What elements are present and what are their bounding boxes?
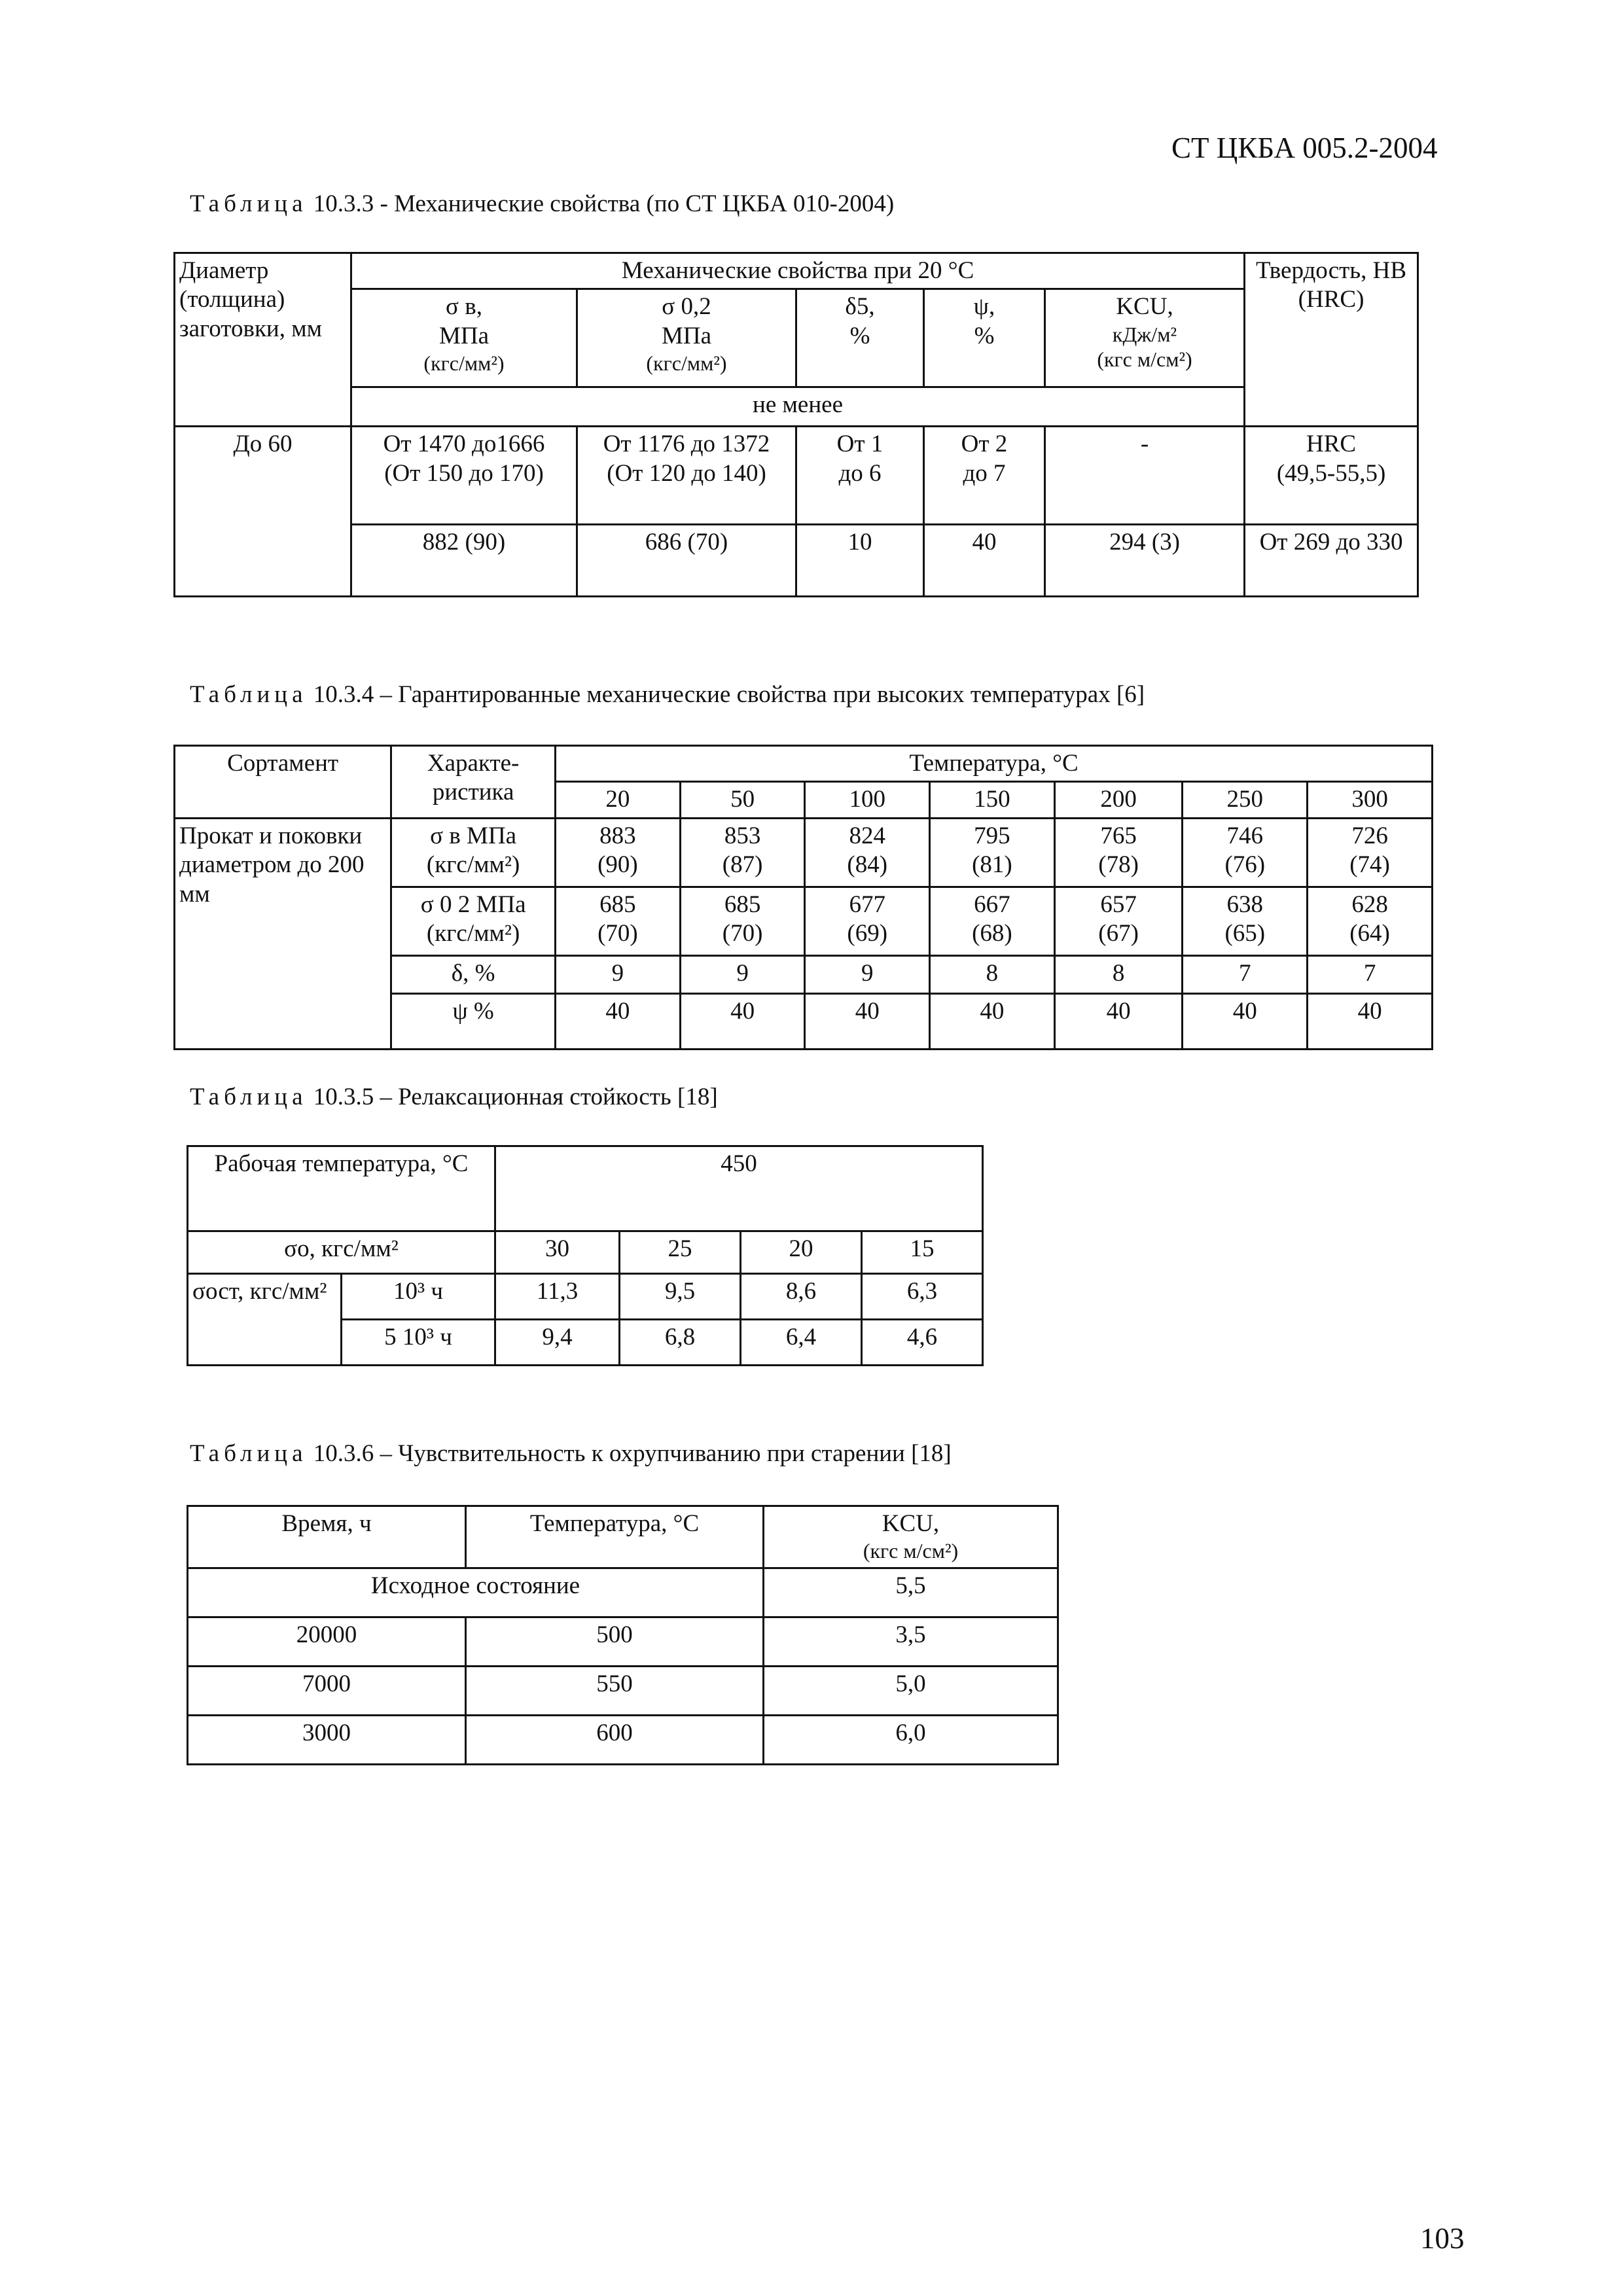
cell-initial-kcu: 5,5	[764, 1568, 1058, 1617]
cell-value: 853	[724, 822, 761, 849]
col-header-temperature: Температура, °С	[466, 1506, 764, 1568]
table-cell: 9,4	[495, 1320, 620, 1366]
row-label-delta: δ, %	[391, 955, 556, 993]
row-label-sigma-b	[391, 818, 556, 887]
caption-label: Таблица	[190, 1440, 308, 1467]
table-cell: 8,6	[741, 1274, 862, 1320]
cell-diameter: До 60	[175, 427, 351, 597]
sigma-b-range-kgs: (От 150 до 170)	[384, 459, 544, 487]
table-cell	[1308, 887, 1433, 955]
cell-sigma-02-min: 686 (70)	[577, 525, 796, 597]
kcu-label: KCU,	[882, 1510, 940, 1537]
col-header-sigma-b	[351, 289, 577, 387]
cell-time: 7000	[188, 1667, 466, 1716]
cell-value: 746	[1226, 822, 1264, 849]
row-label-line1: σ 0 2 МПа	[420, 891, 526, 918]
cell-value: 765	[1100, 822, 1137, 849]
table-cell	[930, 818, 1055, 887]
cell-value-kgs: (87)	[722, 851, 763, 879]
cell-value: 685	[724, 891, 761, 918]
cell-value: 883	[599, 822, 636, 849]
cell-value-kgs: (70)	[722, 920, 763, 947]
psi-range-from: От 2	[961, 431, 1008, 458]
table-cell: 6,3	[862, 1274, 983, 1320]
cell-temp: 550	[466, 1667, 764, 1716]
table-cell	[556, 818, 681, 887]
cell-value-kgs: (76)	[1224, 851, 1266, 879]
caption-label: Таблица	[190, 1084, 308, 1110]
col-header-kcu	[1045, 289, 1245, 387]
table-cell	[1183, 818, 1308, 887]
cell-value-kgs: (70)	[597, 920, 638, 947]
table-cell: 6,4	[741, 1320, 862, 1366]
cell-value: 685	[599, 891, 636, 918]
sigma-02-unit2: (кгс/мм²)	[646, 351, 727, 376]
cell-sigma-b-range	[351, 427, 577, 525]
cell-sortament: Прокат и поковки диаметром до 200 мм	[175, 818, 391, 1049]
sigma-02-range-mpa: От 1176 до 1372	[603, 431, 770, 458]
sigma-02-symbol: σ 0,2	[662, 293, 711, 321]
row-label-psi: ψ %	[391, 993, 556, 1049]
table-cell: 8	[1054, 955, 1183, 993]
table-cell	[1054, 887, 1183, 955]
col-header-hardness: Твердость, НВ (HRC)	[1245, 253, 1418, 427]
sigma-b-unit: МПа	[438, 322, 490, 349]
cell-initial-state: Исходное состояние	[188, 1568, 764, 1617]
cell-value-kgs: (68)	[972, 920, 1012, 947]
table-10-3-3	[173, 252, 1419, 597]
row-label-line1: σ в МПа	[430, 822, 517, 849]
table-cell	[1054, 818, 1183, 887]
cell-psi-range	[924, 427, 1045, 525]
temp-header: 150	[930, 782, 1055, 818]
cell-delta-range	[796, 427, 924, 525]
cell-value: 726	[1351, 822, 1388, 849]
cell-time: 3000	[188, 1716, 466, 1765]
cell-value: 677	[849, 891, 885, 918]
cell-work-temp-value: 450	[495, 1146, 983, 1231]
cell-value-kgs: (69)	[847, 920, 888, 947]
temp-header: 50	[680, 782, 805, 818]
cell-value: 795	[974, 822, 1010, 849]
col-header-sortament: Сортамент	[175, 746, 391, 819]
table-10-3-4-caption	[190, 680, 1145, 709]
row-label-line2: (кгс/мм²)	[426, 851, 520, 879]
col-header-time: Время, ч	[188, 1506, 466, 1568]
caption-text: 10.3.4 – Гарантированные механические свойства при высоких температурах [6]	[307, 681, 1145, 708]
cell-sigma-02-range	[577, 427, 796, 525]
temp-header: 250	[1183, 782, 1308, 818]
caption-text: 10.3.6 – Чувствительность к охрупчиванию при старении [18]	[307, 1440, 952, 1467]
cell-psi-min: 40	[924, 525, 1045, 597]
table-cell: 9	[680, 955, 805, 993]
table-cell: 11,3	[495, 1274, 620, 1320]
caption-label: Таблица	[190, 681, 308, 708]
temp-header: 20	[556, 782, 681, 818]
table-cell: 40	[1054, 993, 1183, 1049]
table-10-3-6	[187, 1505, 1059, 1765]
col-header-temperature: Температура, °С	[556, 746, 1433, 782]
cell-kcu-range: -	[1045, 427, 1245, 525]
cell-value: 667	[974, 891, 1010, 918]
table-cell: 8	[930, 955, 1055, 993]
table-cell: 9	[805, 955, 930, 993]
table-cell: 9,5	[620, 1274, 741, 1320]
col-header-psi	[924, 289, 1045, 387]
table-10-3-6-caption	[190, 1439, 952, 1468]
cell-value: 638	[1226, 891, 1264, 918]
cell-kcu: 6,0	[764, 1716, 1058, 1765]
cell-time: 20000	[188, 1617, 466, 1667]
col-header-mech-properties: Механические свойства при 20 °С	[351, 253, 1245, 289]
col-header-kcu	[764, 1506, 1058, 1568]
table-cell: 40	[1183, 993, 1308, 1049]
cell-sigma-ost-label: σост, кгс/мм²	[188, 1274, 342, 1366]
col-header-delta5	[796, 289, 924, 387]
cell-value: 824	[849, 822, 885, 849]
sigma0-value: 15	[862, 1231, 983, 1274]
table-cell: 40	[930, 993, 1055, 1049]
cell-temp: 500	[466, 1617, 764, 1667]
cell-hardness-hb: От 269 до 330	[1245, 525, 1418, 597]
hardness-hrc-range: (49,5-55,5)	[1276, 459, 1386, 487]
psi-symbol: ψ,	[973, 293, 995, 321]
cell-kcu: 3,5	[764, 1617, 1058, 1667]
cell-value-kgs: (84)	[847, 851, 888, 879]
cell-work-temp-label: Рабочая температура, °С	[188, 1146, 495, 1231]
page-number: 103	[1420, 2222, 1465, 2255]
temp-header: 100	[805, 782, 930, 818]
col-header-sigma-02	[577, 289, 796, 387]
cell-value: 657	[1100, 891, 1137, 918]
table-cell: 40	[556, 993, 681, 1049]
temp-header: 300	[1308, 782, 1433, 818]
sigma0-value: 30	[495, 1231, 620, 1274]
sigma-b-symbol: σ в,	[446, 293, 482, 321]
table-cell	[805, 818, 930, 887]
row-label-line2: (кгс/мм²)	[426, 920, 520, 947]
not-less-label: не менее	[351, 387, 1245, 427]
delta-range-from: От 1	[836, 431, 883, 458]
cell-value-kgs: (64)	[1349, 920, 1390, 947]
caption-text: 10.3.5 – Релаксационная стойкость [18]	[307, 1084, 718, 1110]
table-cell: 40	[680, 993, 805, 1049]
caption-label: Таблица	[190, 190, 308, 217]
sigma-b-range-mpa: От 1470 до1666	[383, 431, 545, 458]
table-cell	[680, 818, 805, 887]
kcu-symbol: KCU,	[1116, 293, 1173, 321]
table-cell: 40	[1308, 993, 1433, 1049]
cell-value-kgs: (78)	[1098, 851, 1139, 879]
col-header-characteristic: Характе-ристика	[391, 746, 556, 819]
kcu-unit: кДж/м²	[1112, 322, 1177, 346]
cell-time: 10³ ч	[342, 1274, 495, 1320]
sigma0-value: 20	[741, 1231, 862, 1274]
kcu-unit2: (кгс м/см²)	[1097, 347, 1192, 372]
cell-temp: 600	[466, 1716, 764, 1765]
cell-value-kgs: (65)	[1224, 920, 1266, 947]
cell-value-kgs: (81)	[972, 851, 1012, 879]
delta5-unit: %	[849, 322, 870, 349]
cell-value-kgs: (74)	[1349, 851, 1390, 879]
kcu-unit: (кгс м/см²)	[863, 1539, 959, 1563]
table-cell	[556, 887, 681, 955]
cell-value: 628	[1351, 891, 1388, 918]
sigma-b-unit2: (кгс/мм²)	[423, 351, 505, 376]
cell-kcu-min: 294 (3)	[1045, 525, 1245, 597]
table-cell: 9	[556, 955, 681, 993]
table-cell: 40	[805, 993, 930, 1049]
cell-delta-min: 10	[796, 525, 924, 597]
cell-value-kgs: (67)	[1098, 920, 1139, 947]
sigma-02-unit: МПа	[661, 322, 712, 349]
cell-sigma-b-min: 882 (90)	[351, 525, 577, 597]
cell-time: 5 10³ ч	[342, 1320, 495, 1366]
sigma0-value: 25	[620, 1231, 741, 1274]
row-label-sigma-02	[391, 887, 556, 955]
table-cell	[1308, 818, 1433, 887]
table-cell	[680, 887, 805, 955]
table-cell	[930, 887, 1055, 955]
delta5-symbol: δ5,	[845, 293, 875, 321]
table-cell	[1183, 887, 1308, 955]
psi-unit: %	[974, 322, 995, 349]
table-cell: 7	[1308, 955, 1433, 993]
table-10-3-5	[187, 1145, 984, 1366]
col-header-diameter: Диаметр (толщина) заготовки, мм	[175, 253, 351, 427]
table-cell: 7	[1183, 955, 1308, 993]
cell-hardness-hrc	[1245, 427, 1418, 525]
table-cell: 4,6	[862, 1320, 983, 1366]
table-cell: 6,8	[620, 1320, 741, 1366]
sigma-02-range-kgs: (От 120 до 140)	[607, 459, 766, 487]
caption-text: 10.3.3 - Механические свойства (по СТ ЦКБА 010-2004)	[307, 190, 895, 217]
table-10-3-3-caption	[190, 190, 894, 218]
hardness-hrc-label: HRC	[1306, 431, 1357, 458]
psi-range-to: до 7	[963, 459, 1006, 487]
table-cell	[805, 887, 930, 955]
delta-range-to: до 6	[838, 459, 882, 487]
temp-header: 200	[1054, 782, 1183, 818]
document-code: СТ ЦКБА 005.2-2004	[1171, 132, 1438, 164]
cell-sigma0-label: σо, кгс/мм²	[188, 1231, 495, 1274]
table-10-3-4	[173, 745, 1433, 1050]
cell-value-kgs: (90)	[597, 851, 638, 879]
table-10-3-5-caption	[190, 1083, 718, 1111]
cell-kcu: 5,0	[764, 1667, 1058, 1716]
